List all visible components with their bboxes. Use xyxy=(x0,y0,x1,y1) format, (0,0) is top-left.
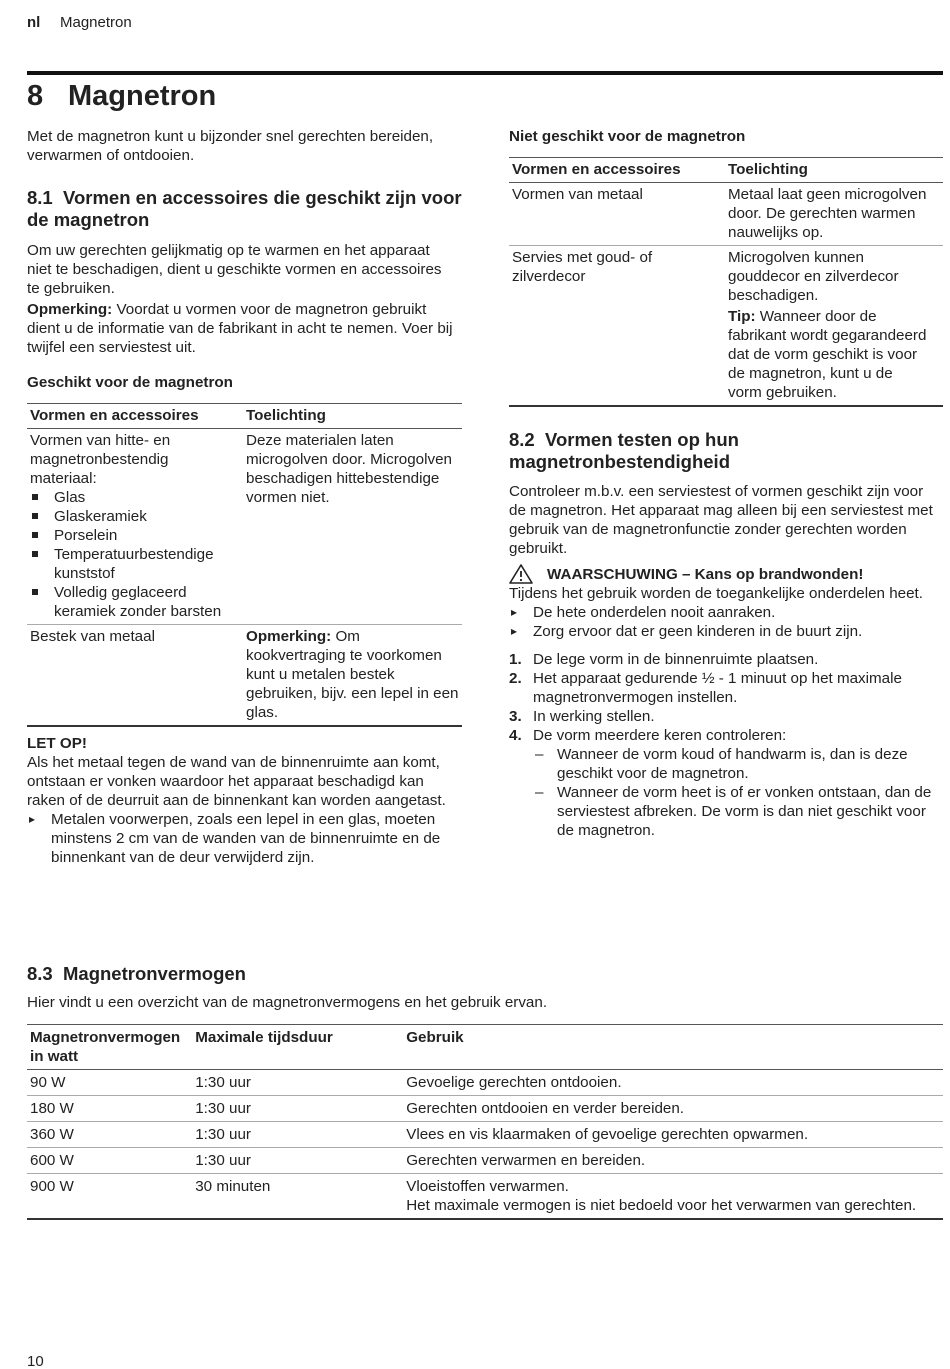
col-header-forms: Vormen en accessoires xyxy=(512,161,681,178)
section-8-3-title xyxy=(27,963,943,985)
section-8-3-text: Hier vindt u een overzicht van de magnetronvermogens en het gebruik ervan. xyxy=(27,994,548,1011)
cell-duration: 30 minuten xyxy=(195,1178,271,1195)
step-number: 1. xyxy=(509,651,522,668)
tip-label: Tip: xyxy=(728,308,756,325)
section-8-3-title-text: Magnetronvermogen xyxy=(63,963,246,984)
cell-explanation: Deze materialen laten microgolven door. Microgolven beschadigen hittebestendige vormen niet. xyxy=(246,432,452,506)
caution-text: Als het metaal tegen de wand van de binnenruimte aan komt, ontstaan er vonken waardoor het apparaat beschadigd kan raken of de deurruit aan de binnenkant kan worden aangetast. xyxy=(27,754,446,809)
unsuitable-heading: Niet geschikt voor de magnetron xyxy=(509,128,746,145)
section-8-2-number: 8.2 xyxy=(509,429,535,450)
step-item xyxy=(509,669,943,707)
table-header-row xyxy=(27,404,462,429)
cell-forms xyxy=(27,429,243,625)
running-header-title: Magnetron xyxy=(60,14,132,31)
cell-forms: Servies met goud- of zilverdecor xyxy=(512,249,653,285)
section-8-1-title xyxy=(27,187,462,231)
table-row xyxy=(27,1148,943,1174)
step-text: De vorm meerdere keren controleren: xyxy=(533,727,787,744)
warning-heading xyxy=(509,564,943,584)
table-row xyxy=(27,1122,943,1148)
step-text: Het apparaat gedurende ½ - 1 minuut op het maximale magnetronvermogen instellen. xyxy=(533,670,902,706)
caution-list xyxy=(27,810,462,867)
col-header-duration: Maximale tijdsduur xyxy=(195,1029,333,1046)
list-item: ▸ Metalen voorwerpen, zoals een lepel in een glas, moeten minstens 2 cm van de wanden van de binnenruimte en de binnenkant van de deur verwijderd zijn. xyxy=(27,810,462,867)
caution-label: LET OP! xyxy=(27,735,87,752)
cell-use-note: Het maximale vermogen is niet bedoeld voor het verwarmen van gerechten. xyxy=(406,1197,917,1214)
section-8-1-number: 8.1 xyxy=(27,187,53,208)
cell-power: 90 W xyxy=(30,1074,66,1091)
col-header-explanation: Toelichting xyxy=(728,161,808,178)
step-number: 4. xyxy=(509,727,522,744)
section-8-3 xyxy=(27,963,943,1220)
cell-explanation: Metaal laat geen microgolven door. De gerechten warmen nauwelijks op. xyxy=(728,186,927,241)
table-row xyxy=(27,625,462,727)
cell-forms: Vormen van metaal xyxy=(512,186,643,203)
step-text: In werking stellen. xyxy=(533,708,655,725)
intro-text: Met de magnetron kunt u bijzonder snel gerechten bereiden, verwarmen of ontdooien. xyxy=(27,128,434,164)
page-number: 10 xyxy=(27,1353,44,1369)
col-header-use: Gebruik xyxy=(406,1029,464,1046)
suitable-heading: Geschikt voor de magnetron xyxy=(27,374,233,391)
tip-text: Wanneer door de fabrikant wordt gegarandeerd dat de vorm geschikt is voor de magnetron, kunt u de vorm gebruiken. xyxy=(728,308,927,401)
cell-power: 360 W xyxy=(30,1126,74,1143)
cell-duration: 1:30 uur xyxy=(195,1100,251,1117)
section-8-2-title xyxy=(509,429,809,473)
left-column xyxy=(27,127,462,867)
cell-power: 180 W xyxy=(30,1100,74,1117)
col-header-explanation: Toelichting xyxy=(246,407,326,424)
cell-duration: 1:30 uur xyxy=(195,1152,251,1169)
chapter-rule xyxy=(27,71,943,75)
steps-list xyxy=(509,650,943,840)
cell-forms-text: Vormen van hitte- en magnetronbestendig materiaal: xyxy=(30,432,171,487)
section-8-3-number: 8.3 xyxy=(27,963,53,984)
step-item xyxy=(509,707,943,726)
cell-use: Gerechten ontdooien en verder bereiden. xyxy=(406,1100,685,1117)
suitable-table xyxy=(27,403,462,727)
list-item: ▸ Zorg ervoor dat er geen kinderen in de buurt zijn. xyxy=(509,622,943,641)
cell-explanation-text: Microgolven kunnen gouddecor en zilverdecor beschadigen. xyxy=(728,249,899,304)
cell-use-text: Vloeistoffen verwarmen. xyxy=(406,1178,569,1195)
step-item xyxy=(509,650,943,669)
section-8-2-title-text: Vormen testen op hun magnetronbestendigheid xyxy=(509,429,739,472)
list-item: – Wanneer de vorm koud of handwarm is, dan is deze geschikt voor de magnetron. xyxy=(533,745,943,783)
right-column xyxy=(509,127,943,840)
cell-use: Gerechten verwarmen en bereiden. xyxy=(406,1152,646,1169)
table-header-row xyxy=(27,1025,943,1070)
warning-text: Tijdens het gebruik worden de toegankelijke onderdelen heet. xyxy=(509,585,923,602)
note-text: Om kookvertraging te voorkomen kunt u metalen bestek gebruiken, bijv. een lepel in een glas. xyxy=(246,628,459,721)
warning-triangle-icon xyxy=(509,564,533,584)
cell-duration: 1:30 uur xyxy=(195,1074,251,1091)
table-row xyxy=(27,1096,943,1122)
step-number: 3. xyxy=(509,708,522,725)
substeps-list xyxy=(533,745,943,840)
table-row xyxy=(27,1070,943,1096)
note-text: Voordat u vormen voor de magnetron gebruikt dient u de informatie van de fabrikant in acht te nemen. Voer bij twijfel een serviestest uit. xyxy=(27,301,453,356)
table-row xyxy=(27,429,462,625)
cell-power: 600 W xyxy=(30,1152,74,1169)
table-header-row xyxy=(509,158,943,183)
note-label: Opmerking: xyxy=(27,301,113,318)
warning-list xyxy=(509,603,943,641)
warning-label: WAARSCHUWING – Kans op brandwonden! xyxy=(547,565,864,583)
note-label: Opmerking: xyxy=(246,628,332,645)
cell-duration: 1:30 uur xyxy=(195,1126,251,1143)
cell-use: Gevoelige gerechten ontdooien. xyxy=(406,1074,622,1091)
language-code: nl xyxy=(27,14,41,31)
chapter-title xyxy=(27,78,216,114)
tip xyxy=(728,307,929,402)
table-row xyxy=(509,246,943,407)
table-row xyxy=(27,1174,943,1220)
section-8-1-text: Om uw gerechten gelijkmatig op te warmen en het apparaat niet te beschadigen, dient u geschikte vormen en accessoires te gebruiken. xyxy=(27,242,442,297)
list-item: – Wanneer de vorm heet is of er vonken ontstaan, dan de serviestest afbreken. De vorm is dan niet geschikt voor de magnetron. xyxy=(533,783,943,840)
section-8-2-text: Controleer m.b.v. een serviestest of vormen geschikt zijn voor de magnetron. Het apparaat mag alleen bij een serviestest met gebruik van de magnetronfunctie zonder gerechten worden gebruikt. xyxy=(509,483,933,557)
col-header-forms: Vormen en accessoires xyxy=(30,407,199,424)
col-header-power: Magnetronvermogen in watt xyxy=(30,1029,181,1065)
list-item: Glas xyxy=(30,488,229,507)
list-item: Glaskeramiek xyxy=(30,507,229,526)
list-item: Volledig geglaceerd keramiek zonder barsten xyxy=(30,583,229,621)
cell-forms: Bestek van metaal xyxy=(30,628,155,645)
cell-use xyxy=(403,1174,943,1220)
cell-explanation xyxy=(243,625,462,727)
list-item: Temperatuurbestendige kunststof xyxy=(30,545,229,583)
materials-list xyxy=(30,488,229,621)
step-item xyxy=(509,726,943,840)
chapter-title-text: Magnetron xyxy=(68,80,217,112)
list-item: ▸ De hete onderdelen nooit aanraken. xyxy=(509,603,943,622)
section-8-1-title-text: Vormen en accessoires die geschikt zijn voor de magnetron xyxy=(27,187,462,230)
unsuitable-table xyxy=(509,157,943,407)
step-text: De lege vorm in de binnenruimte plaatsen. xyxy=(533,651,819,668)
table-row xyxy=(509,183,943,246)
chapter-number: 8 xyxy=(27,80,44,112)
power-table xyxy=(27,1024,943,1220)
list-item: Porselein xyxy=(30,526,229,545)
cell-power: 900 W xyxy=(30,1178,74,1195)
section-8-1-note xyxy=(27,300,457,357)
cell-explanation xyxy=(725,246,943,407)
step-number: 2. xyxy=(509,670,522,687)
cell-use: Vlees en vis klaarmaken of gevoelige gerechten opwarmen. xyxy=(406,1126,809,1143)
